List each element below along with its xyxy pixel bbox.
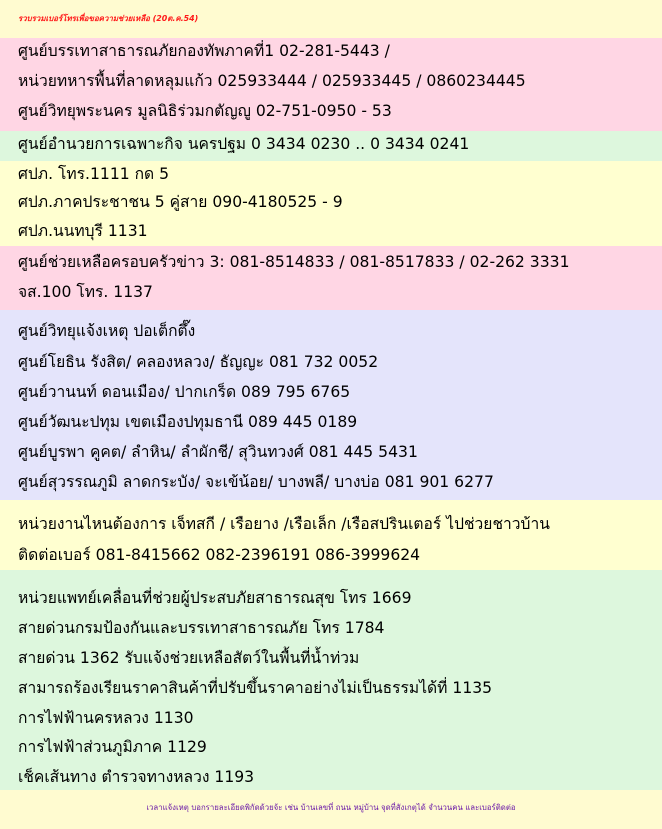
poster-title: รวบรวมเบอร์โทรเพื่อขอความช่วยเหลือ (20ต.ค.54) xyxy=(0,0,662,38)
contact-line: เช็คเส้นทาง ตำรวจทางหลวง 1193 xyxy=(18,768,255,786)
contact-line: ศูนย์วิทยุพระนคร มูลนิธิร่วมกตัญญู 02-751-0950 - 53 xyxy=(18,102,392,120)
contact-line: ศูนย์อำนวยการเฉพาะกิจ นครปฐม 0 3434 0230 .. 0 3434 0241 xyxy=(18,135,470,153)
contact-line: การไฟฟ้าส่วนภูมิภาค 1129 xyxy=(18,738,207,756)
contact-line: ศปภ. โทร.1111 กด 5 xyxy=(18,165,170,183)
footer-note: เวลาแจ้งเหตุ บอกรายละเอียดพิกัดด้วยจ้ะ เช่น บ้านเลขที่ ถนน หมู่บ้าน จุดที่สังเกตุได้ จำนวนคน และเบอร์ติดต่อ xyxy=(146,803,516,812)
contact-line: ศูนย์วิทยุแจ้งเหตุ ปอเต็กตึ๊ง xyxy=(18,322,196,340)
contact-line: ศูนย์บรรเทาสาธารณภัยกองทัพภาคที่1 02-281-5443 / xyxy=(18,42,390,60)
contact-line: ศูนย์ช่วยเหลือครอบครัวข่าว 3: 081-8514833 / 081-8517833 / 02-262 3331 xyxy=(18,253,570,271)
contact-line: ศูนย์วัฒนะปทุม เขตเมืองปทุมธานี 089 445 0189 xyxy=(18,413,358,431)
contact-line: ศูนย์วานนท์ ดอนเมือง/ ปากเกร็ด 089 795 6765 xyxy=(18,383,351,401)
contact-line: การไฟฟ้านครหลวง 1130 xyxy=(18,709,194,727)
contact-line: จส.100 โทร. 1137 xyxy=(18,283,153,301)
contact-line: สามารถร้องเรียนราคาสินค้าที่ปรับขึ้นราคาอย่างไม่เป็นธรรมได้ที่ 1135 xyxy=(18,679,493,697)
contact-line: สายด่วนกรมป้องกันและบรรเทาสาธารณภัย โทร 1784 xyxy=(18,619,385,637)
section-flood-operations-center xyxy=(0,161,662,246)
section-news-family-center xyxy=(0,246,662,310)
contact-line: หน่วยงานไหนต้องการ เจ็ทสกี / เรือยาง /เรือเล็ก /เรือสปรินเตอร์ ไปช่วยชาวบ้าน xyxy=(18,515,550,533)
section-disaster-relief-centers xyxy=(0,38,662,131)
footer-band xyxy=(0,790,662,829)
section-radio-report-centers xyxy=(0,310,662,500)
contact-line: หน่วยทหารพื้นที่ลาดหลุมแก้ว 025933444 / 025933445 / 0860234445 xyxy=(18,72,526,90)
contact-line: ศปภ.ภาคประชาชน 5 คู่สาย 090-4180525 - 9 xyxy=(18,193,343,211)
contact-line: ศูนย์บูรพา คูคต/ ลำหิน/ ลำผักชี/ สุวินทวงศ์ 081 445 5431 xyxy=(18,443,418,461)
contact-line: ติดต่อเบอร์ 081-8415662 082-2396191 086-3999624 xyxy=(18,546,421,564)
contact-line: ศปภ.นนทบุรี 1131 xyxy=(18,222,148,240)
section-other-hotlines xyxy=(0,570,662,790)
contact-line: ศูนย์โยธิน รังสิต/ คลองหลวง/ ธัญญะ 081 732 0052 xyxy=(18,353,379,371)
contact-line: สายด่วน 1362 รับแจ้งช่วยเหลือสัตว์ในพื้นที่น้ำท่วม xyxy=(18,649,360,667)
section-boat-request xyxy=(0,500,662,570)
contact-line: หน่วยแพทย์เคลื่อนที่ช่วยผู้ประสบภัยสาธารณสุข โทร 1669 xyxy=(18,589,412,607)
contact-line: ศูนย์สุวรรณภูมิ ลาดกระบัง/ จะเข้น้อย/ บางพลี/ บางบ่อ 081 901 6277 xyxy=(18,473,494,491)
section-nakhon-pathom xyxy=(0,131,662,161)
